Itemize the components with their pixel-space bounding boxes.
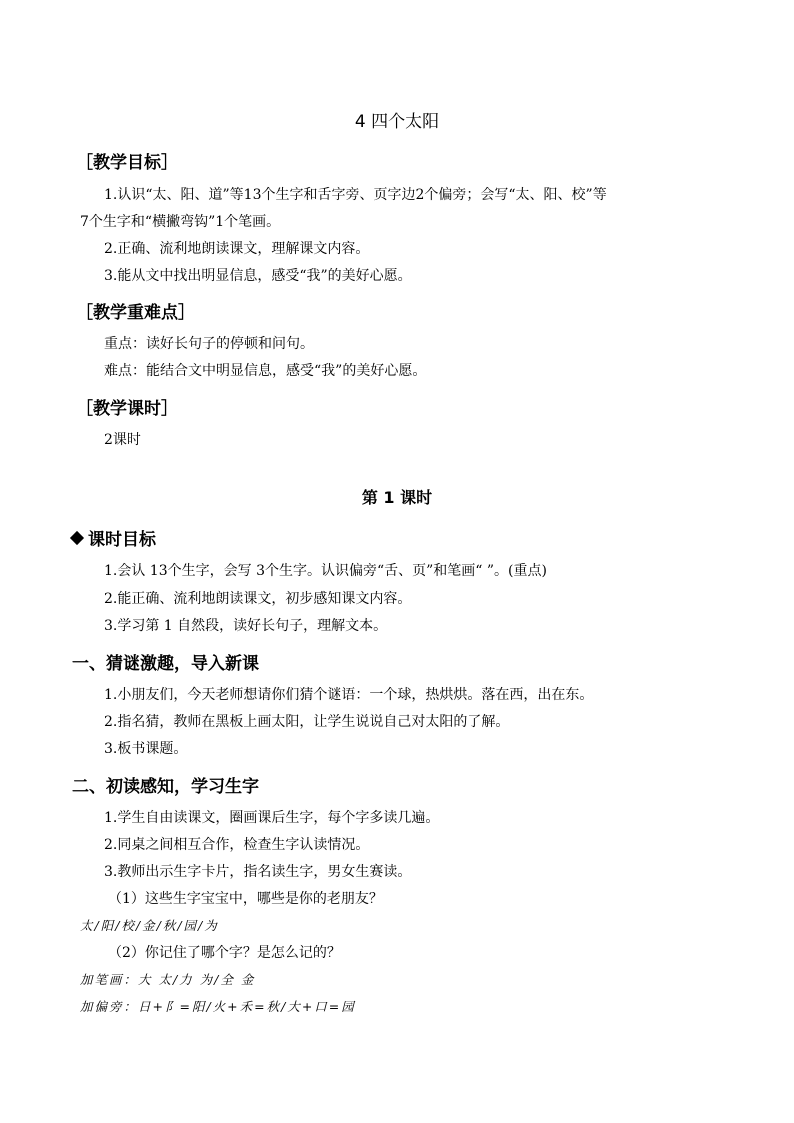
section-2-question-1-chars: 太/阳/校/金/秋/园/为 xyxy=(80,918,219,933)
lesson-goal-1: 1.会认 13个生字，会写 3个生字。认识偏旁“舌、页”和笔画“ ”。(重点) xyxy=(104,563,547,579)
section-2-radicals: 加偏旁：日+阝=阳/火+禾=秋/大+口=园 xyxy=(80,999,356,1014)
objective-1-line-1: 1.认识“太、阳、道”等13个生字和舌字旁、页字边2个偏旁；会写“太、阳、校”等 xyxy=(104,187,607,203)
section-2-item-1: 1.学生自由读课文，圈画课后生字，每个字多读几遍。 xyxy=(104,810,440,826)
section-2-item-2: 2.同桌之间相互合作，检查生字认读情况。 xyxy=(104,837,370,853)
key-points-heading: ［教学重难点］ xyxy=(76,303,195,323)
section-2-question-2: （2）你记住了哪个字？是怎么记的？ xyxy=(108,945,341,961)
section-1-heading: 一、猜谜激趣，导入新课 xyxy=(72,654,259,674)
hours-value: 2课时 xyxy=(104,432,141,448)
lesson-goal-2: 2.能正确、流利地朗读课文，初步感知课文内容。 xyxy=(104,591,412,607)
objective-2: 2.正确、流利地朗读课文，理解课文内容。 xyxy=(104,241,370,257)
section-2-item-3: 3.教师出示生字卡片，指名读生字，男女生赛读。 xyxy=(104,864,412,880)
section-1-item-2: 2.指名猜，教师在黑板上画太阳，让学生说说自己对太阳的了解。 xyxy=(104,714,510,730)
lesson-1-title: 第 1 课时 xyxy=(361,488,433,507)
section-2-strokes: 加笔画：大 太/力 为/全 金 xyxy=(80,972,256,987)
section-1-item-3: 3.板书课题。 xyxy=(104,741,188,757)
objective-3: 3.能从文中找出明显信息，感受“我”的美好心愿。 xyxy=(104,268,412,284)
section-2-heading: 二、初读感知，学习生字 xyxy=(72,777,259,797)
lesson-goal-heading-row xyxy=(72,525,156,550)
objective-1-line-2: 7个生字和“横撇弯钩”1个笔画。 xyxy=(80,214,281,230)
objectives-heading: ［教学目标］ xyxy=(76,153,178,173)
diamond-icon xyxy=(70,531,84,545)
key-point-difficulty: 难点：能结合文中明显信息，感受“我”的美好心愿。 xyxy=(104,363,427,379)
lesson-goal-heading: 课时目标 xyxy=(88,530,156,550)
hours-heading: ［教学课时］ xyxy=(76,399,178,419)
page-title: 4 四个太阳 xyxy=(354,112,440,132)
section-2-question-1: （1）这些生字宝宝中，哪些是你的老朋友？ xyxy=(108,891,383,907)
key-point-focus: 重点：读好长句子的停顿和问句。 xyxy=(104,336,314,352)
section-1-item-1: 1.小朋友们，今天老师想请你们猜个谜语：一个球，热烘烘。落在西，出在东。 xyxy=(104,687,594,703)
lesson-goal-3: 3.学习第 1 自然段，读好长句子，理解文本。 xyxy=(104,618,388,634)
